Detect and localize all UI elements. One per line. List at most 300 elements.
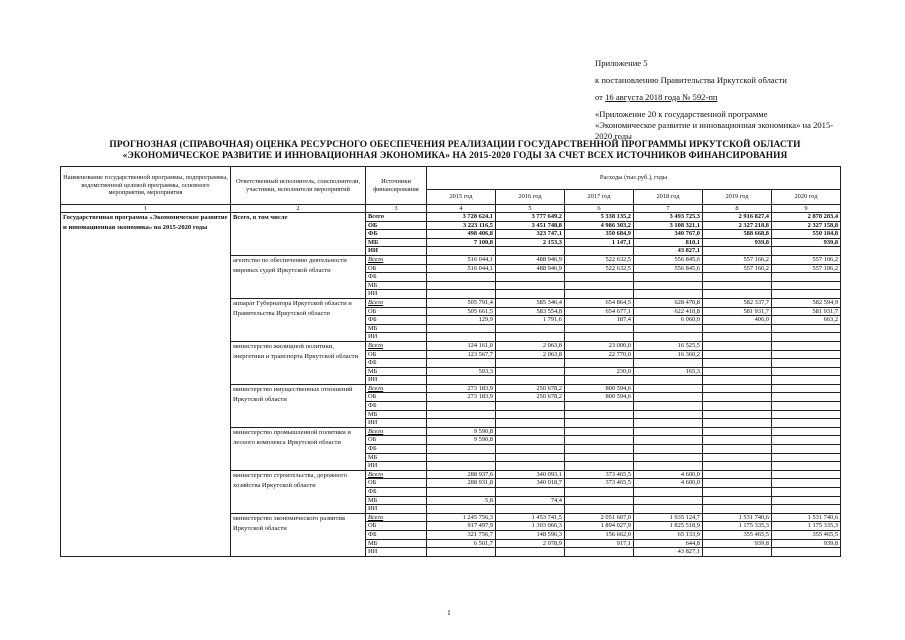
value-cell: 1 303 066,3 — [496, 522, 565, 531]
value-cell — [634, 410, 703, 419]
source-cell: ФБ — [366, 316, 427, 325]
value-cell — [703, 393, 772, 402]
source-cell: ФБ — [366, 359, 427, 368]
appendix-reference: к постановлению Правительства Иркутской области — [595, 75, 787, 85]
value-cell — [703, 402, 772, 411]
value-cell: 288 931,8 — [427, 479, 496, 488]
value-cell — [496, 445, 565, 454]
value-cell — [565, 410, 634, 419]
value-cell: 1 147,1 — [565, 238, 634, 247]
value-cell — [634, 376, 703, 385]
value-cell: 522 632,5 — [565, 255, 634, 264]
value-cell — [496, 427, 565, 436]
value-cell: 2 878 283,4 — [772, 213, 841, 222]
value-cell — [703, 384, 772, 393]
value-cell: 74,4 — [496, 496, 565, 505]
source-cell: ИИ — [366, 290, 427, 299]
value-cell: 9 590,8 — [427, 427, 496, 436]
document-title: ПРОГНОЗНАЯ (СПРАВОЧНАЯ) ОЦЕНКА РЕСУРСНОГО ОБЕСПЕЧЕНИЯ РЕАЛИЗАЦИИ ГОСУДАРСТВЕННОЙ ПРОГРАММЫ ИРКУТСКОЙ ОБЛАСТИ «ЭКОНОМИЧЕСКОЕ РАЗВИТИЕ И ИННОВАЦИОННАЯ ЭКОНОМИКА» НА 2015-2020 ГОДЫ ЗА СЧЕТ ВСЕХ ИСТОЧНИКОВ ФИНАНСИРОВАНИЯ — [109, 140, 801, 161]
value-cell — [634, 453, 703, 462]
value-cell: 644,8 — [634, 539, 703, 548]
value-cell — [427, 410, 496, 419]
value-cell: 16 360,2 — [634, 350, 703, 359]
value-cell — [772, 324, 841, 333]
value-cell: 2 063,8 — [496, 350, 565, 359]
value-cell — [703, 341, 772, 350]
value-cell: 148 596,3 — [496, 530, 565, 539]
value-cell — [703, 376, 772, 385]
value-cell — [427, 505, 496, 514]
value-cell: 917,1 — [565, 539, 634, 548]
value-cell — [772, 402, 841, 411]
value-cell: 583 554,8 — [496, 307, 565, 316]
source-cell: ИИ — [366, 548, 427, 557]
value-cell — [703, 359, 772, 368]
source-cell: Всего — [366, 255, 427, 264]
executor-cell: министерство экономического развития Иркутской области — [231, 513, 366, 556]
value-cell — [496, 333, 565, 342]
source-cell: Всего — [366, 513, 427, 522]
executor-cell: министерство жилищной политики, энергетики и транспорта Иркутской области — [231, 341, 366, 384]
value-cell — [427, 462, 496, 471]
value-cell: 6 501,7 — [427, 539, 496, 548]
value-cell — [772, 427, 841, 436]
value-cell: 65 133,9 — [634, 530, 703, 539]
value-cell: 556 845,6 — [634, 264, 703, 273]
value-cell: 3 451 748,8 — [496, 221, 565, 230]
value-cell — [634, 393, 703, 402]
value-cell — [427, 359, 496, 368]
value-cell — [496, 367, 565, 376]
value-cell — [565, 453, 634, 462]
value-cell: 2 153,3 — [496, 238, 565, 247]
value-cell: 340 018,7 — [496, 479, 565, 488]
appendix-date — [595, 92, 845, 103]
value-cell: 557 166,2 — [703, 264, 772, 273]
source-cell: МБ — [366, 539, 427, 548]
value-cell: 581 931,7 — [772, 307, 841, 316]
source-cell: ИИ — [366, 505, 427, 514]
value-cell: 593,3 — [427, 367, 496, 376]
value-cell — [565, 488, 634, 497]
value-cell — [565, 496, 634, 505]
source-cell: МБ — [366, 453, 427, 462]
value-cell — [427, 402, 496, 411]
value-cell — [772, 384, 841, 393]
value-cell — [634, 281, 703, 290]
value-cell — [565, 427, 634, 436]
value-cell: 939,8 — [772, 539, 841, 548]
value-cell — [565, 419, 634, 428]
column-number: 2 — [231, 205, 366, 213]
value-cell: 187,4 — [565, 316, 634, 325]
value-cell — [427, 324, 496, 333]
value-cell — [634, 384, 703, 393]
value-cell: 321 756,7 — [427, 530, 496, 539]
date-value: 16 августа 2018 года № 592-пп — [605, 92, 718, 102]
value-cell — [496, 376, 565, 385]
program-name-cell: Государственная программа «Экономическое развитие и инновационная экономика» на 2015-2020 годы — [61, 213, 231, 557]
value-cell: 800 594,6 — [565, 384, 634, 393]
value-cell — [634, 462, 703, 471]
source-cell: МБ — [366, 496, 427, 505]
value-cell: 273 183,9 — [427, 384, 496, 393]
program-appendix-line-2: «Экономическое развитие и инновационная экономика» на 2015- — [595, 120, 834, 130]
value-cell — [772, 350, 841, 359]
value-cell — [427, 445, 496, 454]
value-cell — [634, 324, 703, 333]
value-cell: 2 916 827,4 — [703, 213, 772, 222]
source-cell: ИИ — [366, 333, 427, 342]
value-cell: 1 531 740,6 — [703, 513, 772, 522]
executor-cell: аппарат Губернатора Иркутской области и Правительства Иркутской области — [231, 298, 366, 341]
value-cell: 43 827,1 — [634, 247, 703, 256]
value-cell — [496, 505, 565, 514]
value-cell: 373 465,5 — [565, 470, 634, 479]
table-row — [61, 213, 841, 222]
value-cell — [772, 470, 841, 479]
value-cell: 622 410,8 — [634, 307, 703, 316]
value-cell: 7 100,8 — [427, 238, 496, 247]
value-cell — [565, 436, 634, 445]
source-cell: ФБ — [366, 402, 427, 411]
value-cell — [427, 376, 496, 385]
value-cell — [703, 367, 772, 376]
column-number: 5 — [496, 205, 565, 213]
source-cell: МБ — [366, 367, 427, 376]
value-cell — [772, 247, 841, 256]
source-cell: ОБ — [366, 522, 427, 531]
value-cell: 123 567,7 — [427, 350, 496, 359]
value-cell — [772, 273, 841, 282]
value-cell: 1 825 518,9 — [634, 522, 703, 531]
source-cell: ОБ — [366, 436, 427, 445]
value-cell — [427, 488, 496, 497]
value-cell — [496, 359, 565, 368]
value-cell: 129,9 — [427, 316, 496, 325]
header-program-name: Наименование государственной программы, подпрограммы, ведомственной целевой программы, основного мероприятия, мероприятия — [61, 167, 231, 205]
value-cell — [634, 290, 703, 299]
value-cell — [634, 496, 703, 505]
value-cell — [496, 548, 565, 557]
value-cell: 581 931,7 — [703, 307, 772, 316]
value-cell — [496, 453, 565, 462]
column-number: 9 — [772, 205, 841, 213]
value-cell — [427, 290, 496, 299]
value-cell: 582 337,7 — [703, 298, 772, 307]
value-cell: 505 661,5 — [427, 307, 496, 316]
value-cell: 654 677,1 — [565, 307, 634, 316]
value-cell: 373 465,5 — [565, 479, 634, 488]
value-cell — [634, 436, 703, 445]
value-cell — [565, 290, 634, 299]
value-cell — [703, 470, 772, 479]
value-cell — [703, 333, 772, 342]
value-cell — [496, 273, 565, 282]
value-cell: 505 791,4 — [427, 298, 496, 307]
value-cell — [772, 290, 841, 299]
value-cell: 156 662,0 — [565, 530, 634, 539]
value-cell — [565, 505, 634, 514]
value-cell: 488 946,9 — [496, 264, 565, 273]
value-cell — [427, 281, 496, 290]
value-cell — [565, 247, 634, 256]
value-cell: 340 093,1 — [496, 470, 565, 479]
value-cell — [496, 281, 565, 290]
executor-cell: министерство строительства, дорожного хозяйства Иркутской области — [231, 470, 366, 513]
value-cell: 4 986 303,2 — [565, 221, 634, 230]
source-cell: ФБ — [366, 230, 427, 239]
value-cell — [703, 496, 772, 505]
value-cell: 16 525,5 — [634, 341, 703, 350]
value-cell: 557 166,2 — [703, 255, 772, 264]
value-cell — [634, 505, 703, 514]
value-cell — [703, 479, 772, 488]
column-number: 4 — [427, 205, 496, 213]
date-prefix: от — [595, 92, 603, 102]
value-cell: 124 161,0 — [427, 341, 496, 350]
value-cell — [634, 359, 703, 368]
value-cell — [703, 548, 772, 557]
source-cell: ОБ — [366, 264, 427, 273]
appendix-number: Приложение 5 — [595, 58, 648, 68]
value-cell: 810,1 — [634, 238, 703, 247]
program-appendix-line-1: «Приложение 20 к государственной программе — [595, 109, 768, 119]
value-cell: 2 327 158,8 — [772, 221, 841, 230]
value-cell — [772, 281, 841, 290]
value-cell: 2 063,8 — [496, 341, 565, 350]
source-cell: ФБ — [366, 488, 427, 497]
value-cell — [772, 341, 841, 350]
value-cell: 516 044,1 — [427, 264, 496, 273]
column-number: 7 — [634, 205, 703, 213]
value-cell — [565, 281, 634, 290]
value-cell — [565, 548, 634, 557]
source-cell: МБ — [366, 238, 427, 247]
value-cell — [427, 333, 496, 342]
value-cell — [496, 290, 565, 299]
value-cell — [565, 359, 634, 368]
value-cell — [496, 436, 565, 445]
value-cell — [772, 488, 841, 497]
value-cell — [427, 247, 496, 256]
value-cell — [703, 410, 772, 419]
value-cell: 340 767,0 — [634, 230, 703, 239]
source-cell: МБ — [366, 281, 427, 290]
value-cell: 165,3 — [634, 367, 703, 376]
value-cell — [496, 324, 565, 333]
source-cell: ФБ — [366, 445, 427, 454]
source-cell: ИИ — [366, 247, 427, 256]
value-cell — [772, 479, 841, 488]
value-cell — [634, 427, 703, 436]
value-cell: 350 684,9 — [565, 230, 634, 239]
value-cell: 273 183,9 — [427, 393, 496, 402]
value-cell — [496, 247, 565, 256]
value-cell: 556 845,6 — [634, 255, 703, 264]
value-cell: 516 044,1 — [427, 255, 496, 264]
value-cell — [565, 462, 634, 471]
value-cell — [496, 488, 565, 497]
value-cell — [772, 453, 841, 462]
value-cell: 5 338 135,2 — [565, 213, 634, 222]
header-executor: Ответственный исполнитель, соисполнители, участники, исполнители мероприятий — [231, 167, 366, 205]
source-cell: ИИ — [366, 462, 427, 471]
value-cell — [703, 273, 772, 282]
header-financing-source: Источники финансирования — [366, 167, 427, 205]
source-cell: Всего — [366, 384, 427, 393]
value-cell: 43 827,1 — [634, 548, 703, 557]
header-year: 2015 год — [427, 190, 496, 205]
value-cell: 1 175 335,3 — [772, 522, 841, 531]
value-cell: 522 632,5 — [565, 264, 634, 273]
program-appendix-line-3: 2020 годы — [595, 131, 632, 141]
column-number: 3 — [366, 205, 427, 213]
value-cell — [703, 281, 772, 290]
financing-table — [60, 166, 841, 557]
source-cell: Всего — [366, 298, 427, 307]
page-number: 1 — [447, 608, 451, 617]
value-cell — [703, 453, 772, 462]
value-cell — [634, 273, 703, 282]
value-cell — [565, 445, 634, 454]
value-cell — [496, 402, 565, 411]
value-cell — [772, 333, 841, 342]
value-cell — [772, 367, 841, 376]
source-cell: ФБ — [366, 273, 427, 282]
value-cell: 6 060,0 — [634, 316, 703, 325]
header-year: 2020 год — [772, 190, 841, 205]
value-cell — [634, 402, 703, 411]
source-cell: ОБ — [366, 479, 427, 488]
value-cell — [772, 505, 841, 514]
value-cell: 1 245 756,3 — [427, 513, 496, 522]
value-cell: 557 106,2 — [772, 255, 841, 264]
value-cell: 800 594,6 — [565, 393, 634, 402]
value-cell — [772, 445, 841, 454]
source-cell: Всего — [366, 341, 427, 350]
value-cell: 3 108 321,1 — [634, 221, 703, 230]
value-cell — [703, 419, 772, 428]
value-cell — [427, 453, 496, 462]
value-cell: 4 600,0 — [634, 470, 703, 479]
header-year: 2017 год — [565, 190, 634, 205]
source-cell: МБ — [366, 410, 427, 419]
value-cell — [565, 333, 634, 342]
value-cell — [703, 505, 772, 514]
executor-cell: Всего, в том числе — [231, 213, 366, 256]
value-cell: 939,8 — [703, 539, 772, 548]
value-cell: 23 000,0 — [565, 341, 634, 350]
value-cell — [772, 496, 841, 505]
value-cell: 663,2 — [772, 316, 841, 325]
value-cell: 628 470,8 — [634, 298, 703, 307]
value-cell: 250 678,2 — [496, 393, 565, 402]
value-cell: 3 223 116,5 — [427, 221, 496, 230]
value-cell — [772, 436, 841, 445]
header-year: 2018 год — [634, 190, 703, 205]
value-cell: 1 175 335,3 — [703, 522, 772, 531]
value-cell — [703, 462, 772, 471]
value-cell: 488 946,9 — [496, 255, 565, 264]
value-cell — [496, 462, 565, 471]
value-cell: 5,8 — [427, 496, 496, 505]
value-cell — [772, 462, 841, 471]
source-cell: ФБ — [366, 530, 427, 539]
source-cell: ОБ — [366, 350, 427, 359]
value-cell: 4 600,0 — [634, 479, 703, 488]
header-year: 2019 год — [703, 190, 772, 205]
value-cell: 323 747,1 — [496, 230, 565, 239]
value-cell — [772, 393, 841, 402]
column-number: 8 — [703, 205, 772, 213]
header-expenses: Расходы (тыс.руб.), годы — [427, 167, 841, 190]
source-cell: ИИ — [366, 419, 427, 428]
value-cell: 288 937,6 — [427, 470, 496, 479]
value-cell — [703, 427, 772, 436]
value-cell — [703, 445, 772, 454]
source-cell: Всего — [366, 427, 427, 436]
source-cell: Всего — [366, 470, 427, 479]
source-cell: ОБ — [366, 393, 427, 402]
value-cell: 406,0 — [703, 316, 772, 325]
value-cell: 588 668,8 — [703, 230, 772, 239]
value-cell — [703, 436, 772, 445]
value-cell — [427, 548, 496, 557]
source-cell: ОБ — [366, 221, 427, 230]
value-cell: 3 777 649,2 — [496, 213, 565, 222]
source-cell: Всего — [366, 213, 427, 222]
value-cell — [772, 410, 841, 419]
value-cell — [565, 273, 634, 282]
value-cell — [703, 290, 772, 299]
value-cell: 3 728 624,1 — [427, 213, 496, 222]
value-cell — [772, 548, 841, 557]
value-cell: 917 497,9 — [427, 522, 496, 531]
value-cell: 1 791,6 — [496, 316, 565, 325]
value-cell — [427, 273, 496, 282]
value-cell — [634, 333, 703, 342]
value-cell — [772, 419, 841, 428]
value-cell: 355 465,5 — [772, 530, 841, 539]
value-cell — [634, 488, 703, 497]
value-cell: 22 770,0 — [565, 350, 634, 359]
value-cell: 9 590,8 — [427, 436, 496, 445]
value-cell — [634, 445, 703, 454]
value-cell: 250 678,2 — [496, 384, 565, 393]
column-number: 1 — [61, 205, 231, 213]
value-cell: 939,8 — [703, 238, 772, 247]
value-cell: 1 935 124,7 — [634, 513, 703, 522]
value-cell — [703, 247, 772, 256]
executor-cell: агентство по обеспечению деятельности мировых судей Иркутской области — [231, 255, 366, 298]
value-cell: 1 453 741,5 — [496, 513, 565, 522]
value-cell: 582 594,9 — [772, 298, 841, 307]
header-year: 2016 год — [496, 190, 565, 205]
appendix-header — [595, 58, 845, 142]
executor-cell: министерство промышленной политики и лесного комплекса Иркутской области — [231, 427, 366, 470]
executor-cell: министерство имущественных отношений Иркутской области — [231, 384, 366, 427]
value-cell: 550 184,8 — [772, 230, 841, 239]
value-cell — [565, 376, 634, 385]
value-cell: 654 864,5 — [565, 298, 634, 307]
value-cell: 1 894 027,9 — [565, 522, 634, 531]
source-cell: ИИ — [366, 376, 427, 385]
value-cell — [772, 359, 841, 368]
value-cell: 2 051 607,0 — [565, 513, 634, 522]
value-cell — [565, 324, 634, 333]
value-cell — [703, 350, 772, 359]
